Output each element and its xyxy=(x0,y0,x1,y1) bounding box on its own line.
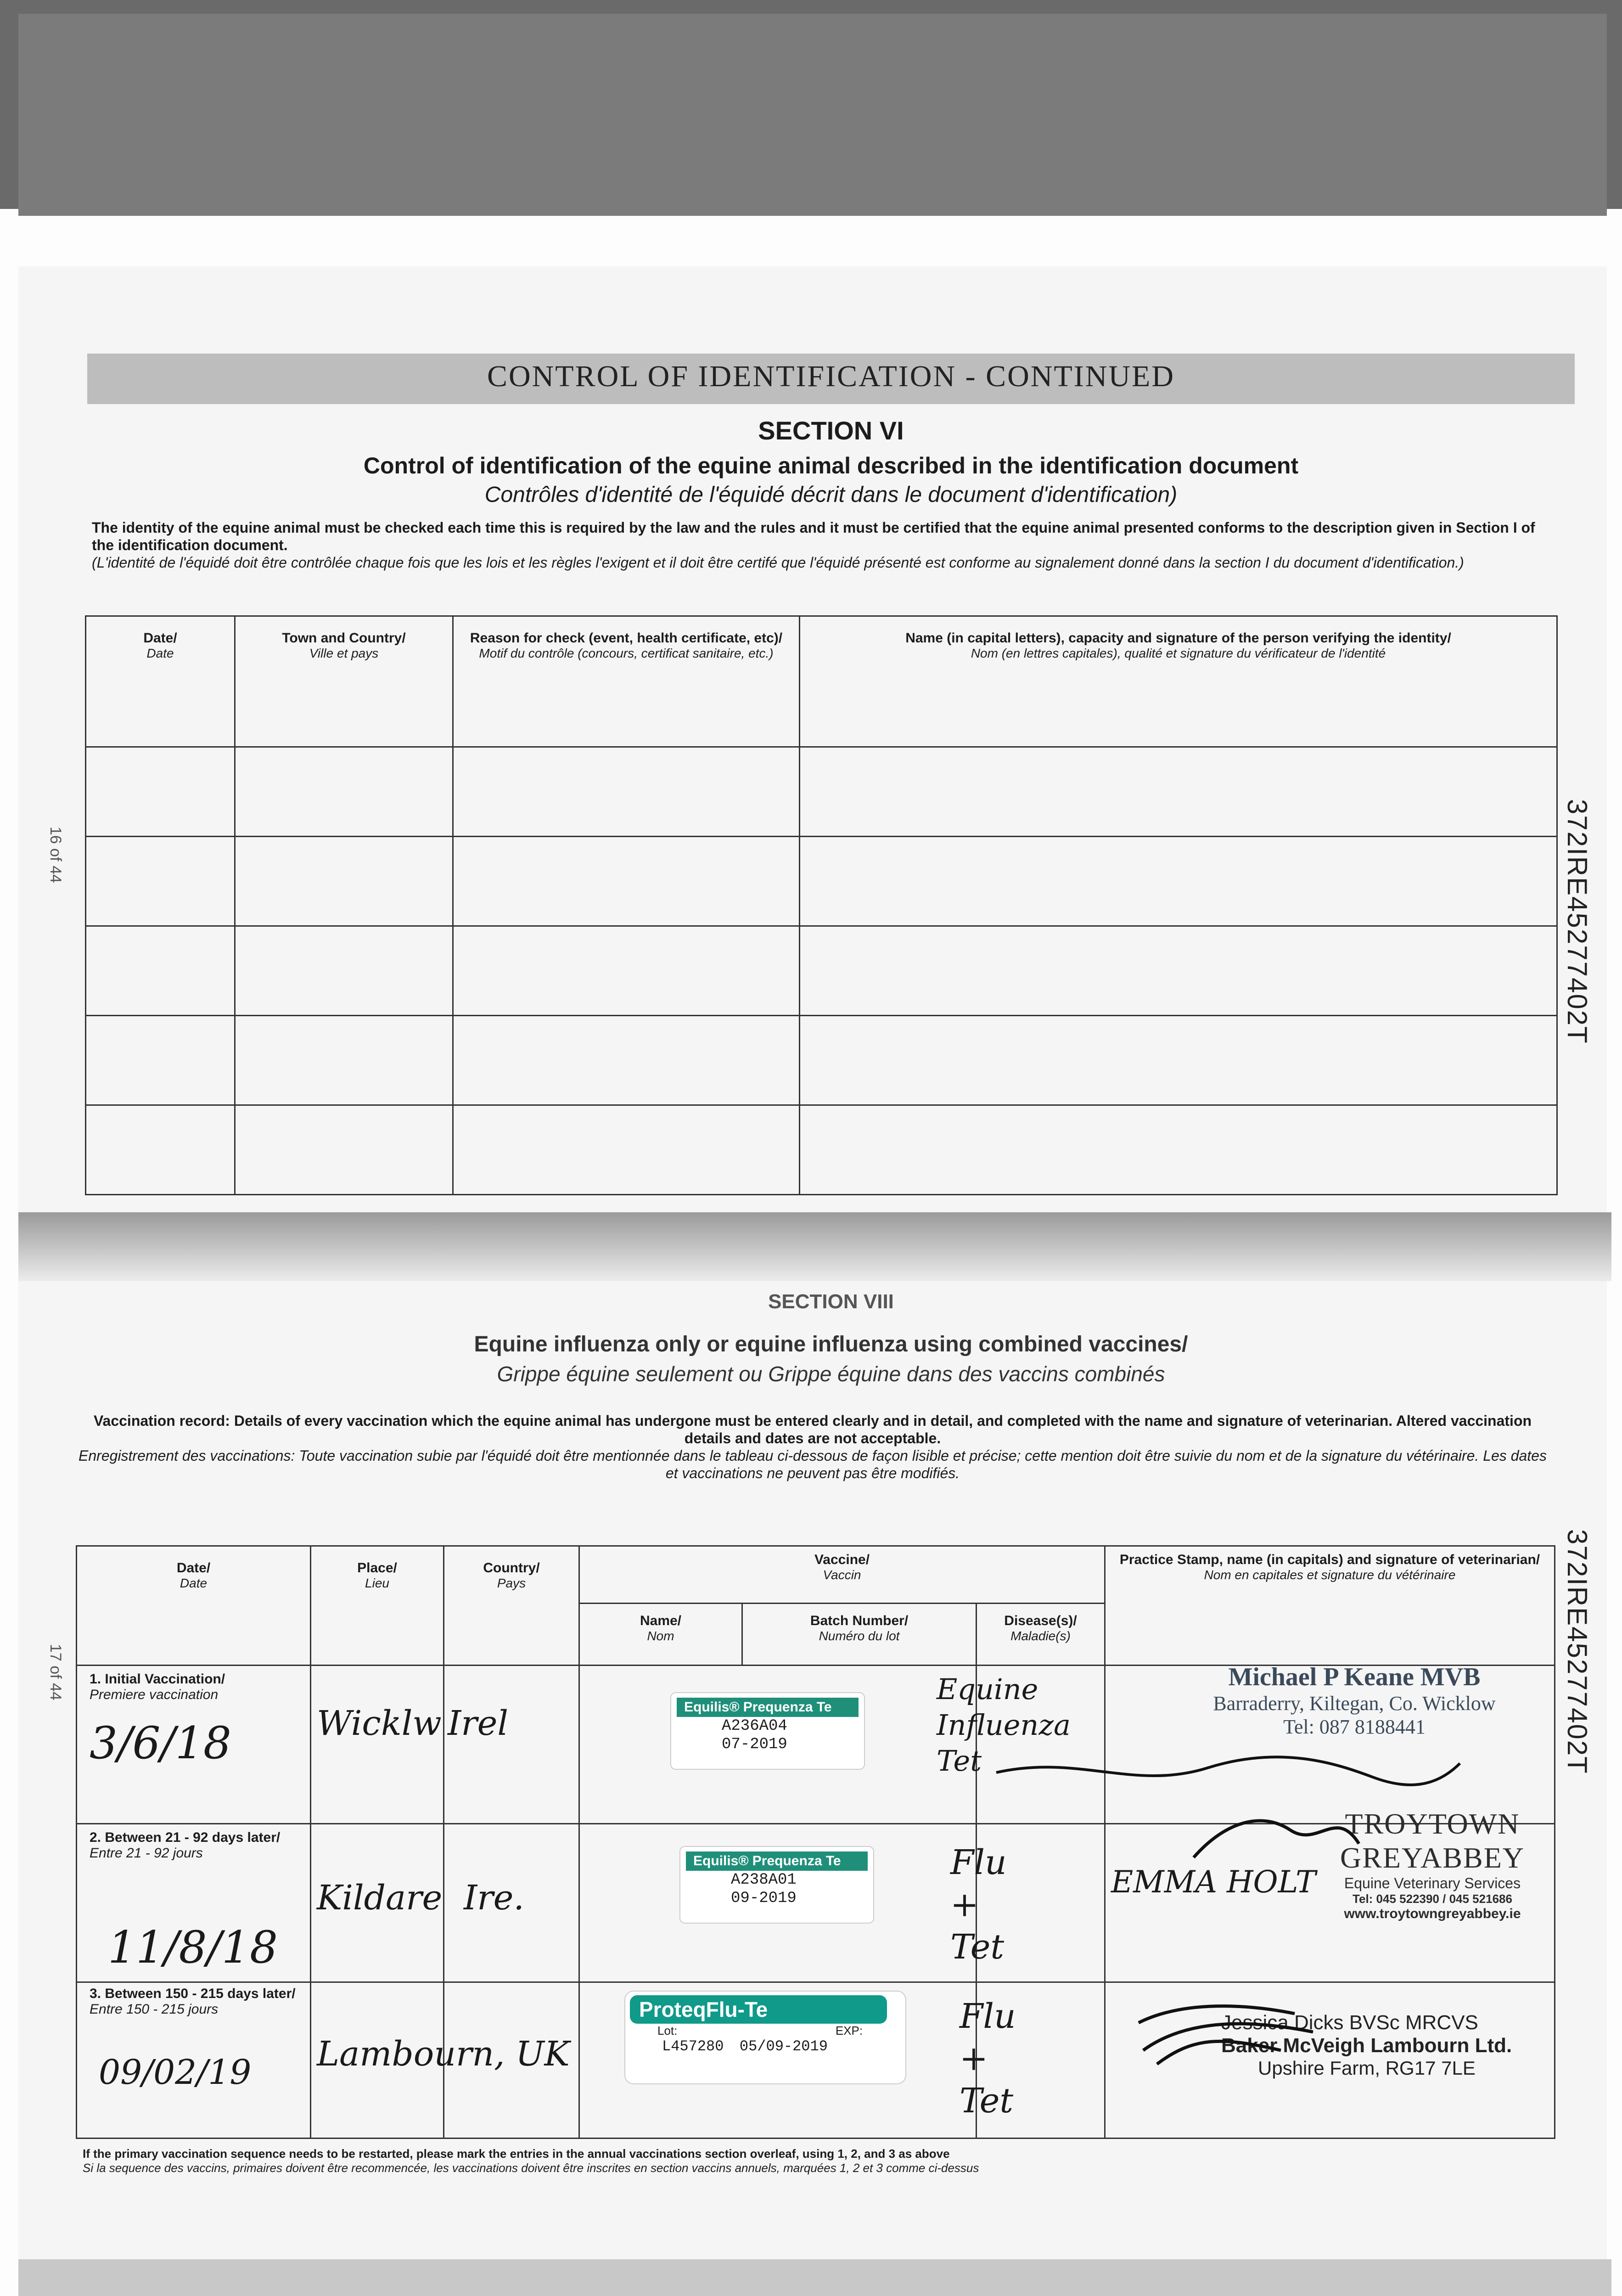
col-reason-header: Reason for check (event, health certificate, etc)/ Motif du contrôle (concours, certificat sanitaire, etc.) xyxy=(453,616,800,747)
vaccination-header-row-1 xyxy=(77,1546,1555,1604)
col-batch-header: Batch Number/ Numéro du lot xyxy=(742,1604,977,1666)
table-row xyxy=(86,1105,1557,1195)
col-town-header: Town and Country/ Ville et pays xyxy=(235,616,453,747)
row-2-country: Ire. xyxy=(464,1878,524,1918)
passport-id-bottom: 372IRE45277402T xyxy=(1562,1529,1593,1774)
section-vi-subtitle-fr: Contrôles d'identité de l'équidé décrit dans le document d'identification) xyxy=(484,483,1178,507)
page-number-17: 17 of 44 xyxy=(47,1644,64,1700)
row-2-place: Kildare xyxy=(317,1878,443,1918)
row-3-place: Lambourn, UK xyxy=(317,2034,570,2074)
section-vi-subtitle-en: Control of identification of the equine animal described in the identification document xyxy=(363,453,1299,478)
row-2-vet-stamp: TROYTOWN GREYABBEY Equine Veterinary Services Tel: 045 522390 / 045 521686 www.troytowngreyabbey.ie xyxy=(1340,1807,1525,1921)
scanner-background-top xyxy=(0,0,1622,209)
section-vi-title: SECTION VI xyxy=(758,416,904,445)
row-1-signature xyxy=(987,1745,1469,1800)
col-date-header: Date/ Date xyxy=(77,1546,311,1666)
row-1-vaccine-sticker: Equilis® Prequenza Te A236A04 07-2019 xyxy=(670,1692,865,1770)
row-1-country: Irel xyxy=(448,1704,509,1743)
table-row xyxy=(86,926,1557,1016)
col-stamp-header: Practice Stamp, name (in capitals) and signature of veterinarian/ Nom en capitales et signature du vétérinaire xyxy=(1105,1546,1555,1666)
col-date-header: Date/ Date xyxy=(86,616,235,747)
row-3-vaccine-sticker: ProteqFlu-Te Lot: EXP: L457280 05/09-2019 xyxy=(624,1991,906,2084)
row-1-label: 1. Initial Vaccination/ Premiere vaccination xyxy=(90,1671,225,1702)
col-vaccine-header: Vaccine/ Vaccin xyxy=(579,1546,1105,1604)
row-1-date: 3/6/18 xyxy=(90,1717,231,1769)
identity-check-header-row xyxy=(86,616,1557,747)
section-banner xyxy=(87,354,1575,404)
col-verifier-header: Name (in capital letters), capacity and signature of the person verifying the identity/ Nom (en lettres capitales), qualité et signature du vérificateur de l'identité xyxy=(800,616,1557,747)
row-1-disease: Equine Influenza Tet xyxy=(937,1672,1071,1778)
footnote-en: If the primary vaccination sequence needs to be restarted, please mark the entries in the annual vaccinations section overleaf, using 1, 2, and 3 as above xyxy=(83,2147,950,2161)
col-place-header: Place/ Lieu xyxy=(311,1546,444,1666)
page-fold xyxy=(18,1212,1611,1281)
row-3-vet-stamp: Jessica Dicks BVSc MRCVS Baker McVeigh Lambourn Ltd. Upshire Farm, RG17 7LE xyxy=(1221,2011,1512,2079)
banner-title: CONTROL OF IDENTIFICATION - CONTINUED xyxy=(487,360,1175,393)
row-1-vet-stamp: Michael P Keane MVB Barraderry, Kiltegan, Co. Wicklow Tel: 087 8188441 xyxy=(1213,1663,1496,1738)
row-2-disease: Flu + Tet xyxy=(950,1843,1007,1967)
section-viii-subtitle-en: Equine influenza only or equine influenza using combined vaccines/ xyxy=(474,1332,1188,1356)
section-viii-intro-en: Vaccination record: Details of every vaccination which the equine animal has undergone must be entered clearly and in detail, and completed with the name and signature of veterinarian. Altered vaccination details and dates are not acceptable. xyxy=(93,1412,1532,1446)
section-viii-subtitle-fr: Grippe équine seulement ou Grippe équine dans des vaccins combinés xyxy=(497,1362,1165,1386)
row-2-vaccine-sticker: Equilis® Prequenza Te A238A01 09-2019 xyxy=(679,1846,874,1924)
row-2-signature xyxy=(1189,1802,1364,1867)
row-2-vet-name: EMMA HOLT xyxy=(1111,1864,1316,1900)
col-disease-header: Disease(s)/ Maladie(s) xyxy=(977,1604,1105,1666)
footnote xyxy=(83,2147,1552,2175)
row-3-signature xyxy=(1129,1995,1322,2073)
section-viii-title: SECTION VIII xyxy=(768,1290,894,1313)
table-row xyxy=(86,747,1557,837)
footnote-fr: Si la sequence des vaccins, primaires doivent être recommencée, les vaccinations doivent être inscrites en section vaccins annuels, marquées 1, 2 et 3 comme ci-dessus xyxy=(83,2161,979,2175)
page-number-16: 16 of 44 xyxy=(47,827,64,883)
scanner-background-bottom xyxy=(18,2259,1611,2296)
row-1-place: Wicklw xyxy=(317,1704,442,1743)
row-2-label: 2. Between 21 - 92 days later/ Entre 21 - 92 jours xyxy=(90,1830,281,1861)
section-viii-intro-fr: Enregistrement des vaccinations: Toute vaccination subie par l'équidé doit être mentionnée dans le tableau ci-dessous de façon lisible et précise; cette mention doit être suivie du nom et de la signature du vétérinaire. Les dates et vaccinations ne peuvent pas être modifiés. xyxy=(79,1447,1547,1481)
col-country-header: Country/ Pays xyxy=(444,1546,579,1666)
row-2-date: 11/8/18 xyxy=(108,1922,278,1973)
section-vi-intro-en: The identity of the equine animal must be checked each time this is required by the law and the rules and it must be certified that the equine animal presented conforms to the description given in Section I of the identification document. xyxy=(92,519,1535,553)
passport-id-top: 372IRE45277402T xyxy=(1562,799,1593,1044)
table-row xyxy=(86,1016,1557,1105)
table-row xyxy=(86,837,1557,926)
row-3-label: 3. Between 150 - 215 days later/ Entre 150 - 215 jours xyxy=(90,1986,296,2017)
identity-check-table xyxy=(85,615,1558,1195)
row-3-date: 09/02/19 xyxy=(99,2053,252,2092)
row-3-disease: Flu + Tet xyxy=(960,1997,1016,2121)
col-name-header: Name/ Nom xyxy=(579,1604,742,1666)
section-vi-intro-fr: (L'identité de l'équidé doit être contrôlée chaque fois que les lois et les règles l'exigent et il doit être certifé que l'équidé présenté est conforme au signalement donné dans la section I du document d'identification.) xyxy=(92,554,1464,571)
